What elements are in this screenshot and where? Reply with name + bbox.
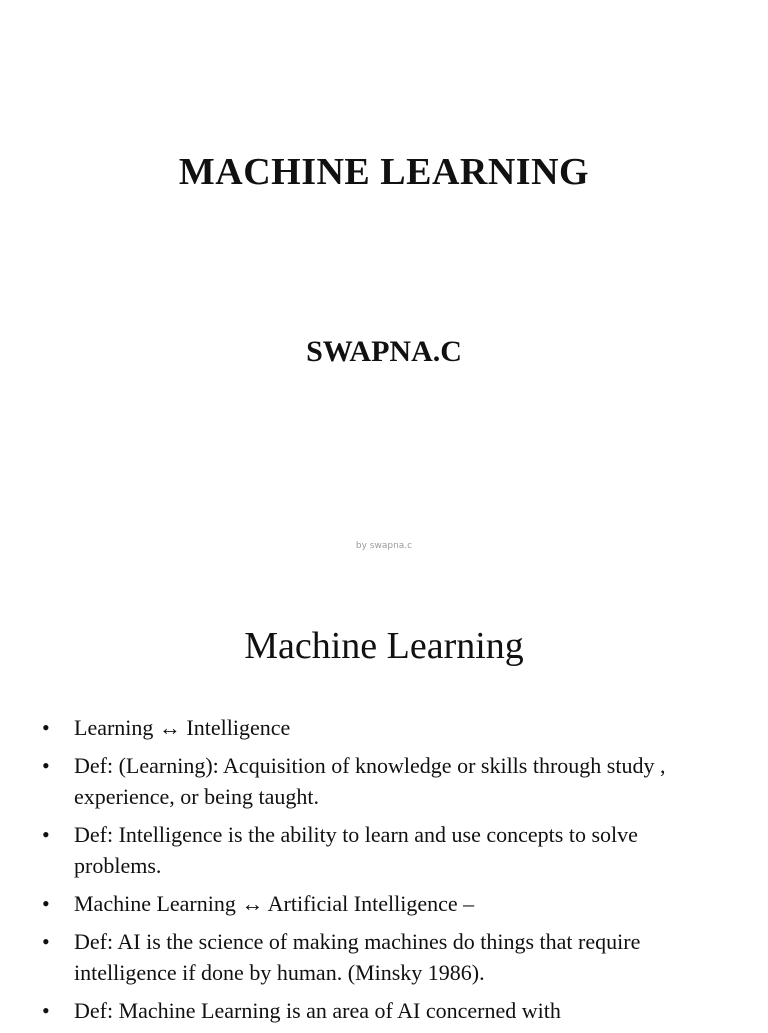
bullet-list	[0, 712, 768, 1033]
bullet-text: Machine Learning ↔ Artificial Intelligence –	[74, 891, 475, 916]
bullet-icon: •	[42, 822, 50, 847]
bullet-text: Def: Intelligence is the ability to learn and use concepts to solve problems.	[74, 822, 638, 878]
bullet-icon: •	[42, 998, 50, 1023]
list-item	[0, 712, 768, 743]
list-item	[0, 750, 768, 812]
list-item	[0, 995, 768, 1026]
bullet-icon: •	[42, 753, 50, 778]
presentation-title: MACHINE LEARNING	[178, 151, 590, 193]
bullet-text: Def: AI is the science of making machines do things that require intelligence if done by human. (Minsky 1986).	[74, 929, 641, 985]
content-slide	[0, 576, 768, 1024]
list-item	[0, 888, 768, 919]
bullet-icon: •	[42, 929, 50, 954]
list-item	[0, 926, 768, 988]
bullet-text: Def: Machine Learning is an area of AI concerned with	[74, 998, 561, 1023]
author-name: SWAPNA.C	[306, 335, 462, 368]
watermark: by swapna.c	[355, 541, 413, 551]
bullet-text: Def: (Learning): Acquisition of knowledge or skills through study , experience, or being taught.	[74, 753, 666, 809]
bullet-text: Learning ↔ Intelligence	[74, 715, 291, 740]
list-item	[0, 819, 768, 881]
bullet-icon: •	[42, 891, 50, 916]
bullet-icon: •	[42, 715, 50, 740]
slide-title: Machine Learning	[244, 625, 524, 667]
